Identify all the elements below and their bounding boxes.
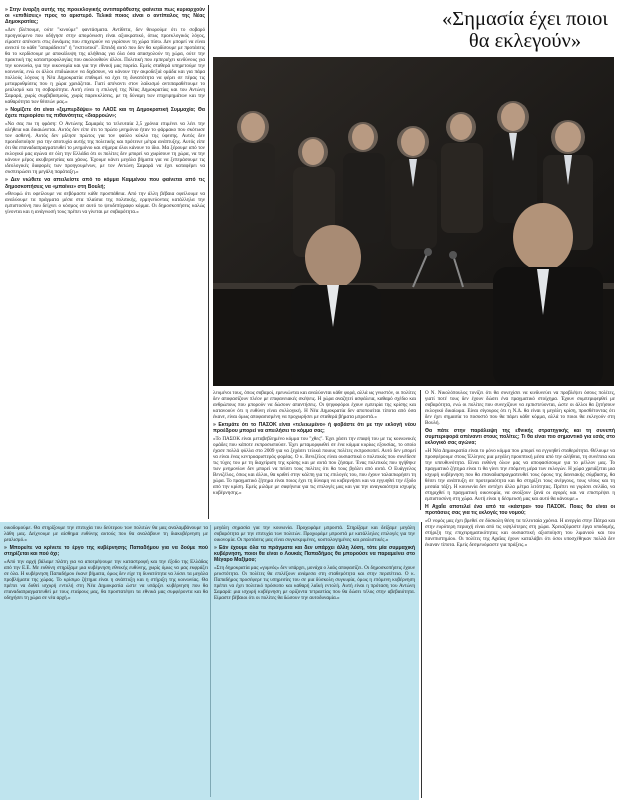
interview-answer: «Από την αρχή βάλαμε πλάτη για να αποτρέψουμε την καταστροφή και την έξοδο της Ελλάδας από την Ε.Ε. Με ευθύνη στηρίξαμε μια κυβέρνηση εθνικής ευθύνης, χωρίς όμως να μας εκφράζει σε όλα. Η κυβέρνηση Παπαδήμου έκανε βήματα, όμως δεν είχε τη δυνατότητα να λύσει τα μεγάλα προβλήματα της χώρας. Το κρίσιμο ζήτημα είναι η ανάπτυξη και η στήριξη της κοινωνίας. Θα πρέπει να δοθεί ισχυρή εντολή στη Νέα Δημοκρατία ώστε να υπάρξει κυβέρνηση που θα επαναδιαπραγματευθεί με τους εταίρους μας, θα προστατέψει τα εθνικά μας συμφέροντα και θα οδηγήσει τη χώρα σε νέα αρχή.» (4, 558, 208, 602)
interview-answer: «Στη δημοκρατία μας «γυμνός» δεν υπάρχει, μονάχα ο λαός αποφασίζει. Οι δημοσκοπήσεις έχουν ρευστότητα. Οι πολίτες θα επιλέξουν ανάμεσα στη σταθερότητα και στην περιπέτεια. Ο κ. Παπαδήμος προσέφερε τις υπηρεσίες του σε μια δύσκολη συγκυρία, όμως η επόμενη κυβέρνηση πρέπει να έχει πολιτικό πρόσωπο και καθαρή λαϊκή εντολή. Αυτή είναι η πρόταση του Αντώνη Σαμαρά: μια ισχυρή κυβέρνηση με ορίζοντα τετραετίας που θα δώσει τέλος στην αβεβαιότητα. Είμαστε βέβαιοι ότι οι πολίτες θα δώσουν την αυτοδυναμία.» (214, 564, 415, 602)
bottom-left-column (4, 525, 208, 797)
interview-answer: Ο Ν. Νικολόπουλος τονίζει ότι θα συνεχίσει να κινδυνεύει να προβλέψει όσους πολίτες, γιατί ποτέ τους δεν έχουν δώσει ένα πραγματικό στοίχημα. Έχουν συμπεριφερθεί με σοβαρότητα, ενώ οι πολίτες που συνεχίζουν να εμπιστεύονται, ώστε οι άλλοι θα ζητήσουν εκλογικό δικαίωμα. Είναι σίγουρος ότι η Ν.Δ. θα είναι η μεγάλη κρίση, προσθέτοντας ότι δεν έχει σημασία το ποσοστό που θα πάρει κάθε κόμμα, αλλά το ποιοι θα εκλεγούν στη Βουλή. (425, 390, 615, 427)
bottom-divider (210, 525, 211, 797)
bottom-middle-column (214, 525, 415, 797)
interview-question: » Εάν έχουμε όλα τα πράγματα και δεν υπάρχει άλλη λύση, τότε μία συμμαχική κυβέρνηση, ποιοι θα είναι ο Λουκάς Παπαδήμος θα μπορούσε να παραμείνει στο Μέγαρο Μαξίμου; (214, 545, 415, 564)
photo-divider (420, 390, 421, 510)
right-column-rule (421, 522, 422, 798)
interview-answer: «Δεν βλέπουμε, ούτε "κινούμε" φαντάσματα. Αντίθετα, δεν θεωρούμε ότι το σοβαρό προηγούμενο που οδήγησε στην απομόνωση είναι αξιοκρατικό, όπως προεκλογικός λόγος, είμαστε απέναντι στις δυνάμεις που επιχειρούν να γυρίσουν τη χώρα πίσω. Δεν μπορεί να είναι ανεκτό το κάθε "απαράδεκτο" ή "εκπτωτικό". Επειδή αυτό που δεν θα κερδίσουμε με προτάσεις θα το κερδίσουμε με αποκάλυψη της αλήθειας για όλα όσα απασχολούν τη χώρα, ούτε την πρακτική της καταστροφολογίας που ακολουθούν άλλοι. Πολιτική που εμπεριέχει κινδύνους για την κοινωνία, για την οικονομία και για την εθνική μας πορεία. Εμείς σταθερά υπηρετούμε την κοινωνία, ενώ οι άλλοι επιδιώκουν να διχάσουν, να κάνουν την ακροδεξιά ομάδα και για πάρα πολλούς λόγους η Νέα Δημοκρατία επιθυμεί να έχει τη δυνατότητα να φέρει σε πέρας τις μεταρρυθμίσεις που η χώρα χρειάζεται. Γιατί απέναντι στον λαϊκισμό αντιπαραθέτουμε το ρεαλισμό και τη σοβαρότητα. Αυτή είναι η επιλογή της Νέας Δημοκρατίας και του Αντώνη Σαμαρά, χωρίς συμβιβασμούς, χωρίς παρεκκλίσεις, με τη δύναμη των επιχειρημάτων και την καθαρότητα των θέσεών μας.» (5, 26, 205, 106)
column-right (425, 390, 615, 798)
interview-question: » Δεν νιώθετε να απειλείστε από το κόμμα Καμμένου που φαίνεται από τις δημοσκοπήσεις να «μπαίνει» στη Βουλή; (5, 177, 205, 190)
interview-question: » Στην έναρξη αυτής της προεκλογικής αντιπαράθεσης φαίνεται πως κυριαρχούν οι «επιθέσεις» προς το αριστερό. Τελικά ποιος είναι ο αντίπαλος της Νέας Δημοκρατίας; (5, 7, 205, 26)
interview-question: » Μπορείτε να κρίνετε το έργο της κυβέρνησης Παπαδήμου για να δούμε πού στηρίζεται και πού όχι; (4, 545, 208, 558)
interview-answer: «Το ΠΑΣΟΚ είναι μεταβεβλημένο κόμμα του "χθες". Έχει χάσει την επαφή του με τις κοινωνικές ομάδες που κάποτε εκπροσωπούσε. Έχει μεταμορφωθεί σε ένα κόμμα κυρίως εξουσίας, το οποίο έχασε πολλά φύλλα στο 2009 για να ξεχάσει τελικά ποιους πολίτες εκπροσωπεί. Αυτό δεν μπορεί να είναι ένας κεντροαριστερός φορέας. Ο κ. Βενιζέλος είναι ουσιαστικά ο πολιτικός που συνέδεσε τις τύχες του με τη διαχείριση της κρίσης και με αυτά που ζήσαμε. Ένας πολιτικός που ηγήθηκε των μνημονίων δεν μπορεί να πείσει τους πολίτες ότι θα τους βγάλει από αυτά. Ο Ευάγγελος Βενιζέλος, όπως και άλλοι, θα κριθεί στην κάλπη για τις επιλογές του, που έχουν ταλαιπωρήσει τη χώρα. Το πραγματικό ζήτημα είναι ποιος έχει τη δύναμη να κυβερνήσει και να εγγυηθεί την έξοδο από την κρίση. Εμείς μιλάμε με σαφήνεια για τις επιλογές μας και για την αναγκαιότητα ισχυρής κυβέρνησης.» (213, 435, 416, 497)
headline: «Σημασία έχει ποιοι θα εκλεγούν» (442, 8, 608, 52)
column-middle (213, 390, 416, 518)
interview-answer: «Η Νέα Δημοκρατία είναι το μόνο κόμμα που μπορεί να εγγυηθεί σταθερότητα. Θέλουμε να προσφέρουμε στους Έλληνες μια μεγάλη προοπτική μέσα από την αλήθεια, τη συνέπεια και την υπευθυνότητα. Είναι ευθύνη όλων μας να αποφασίσουμε για το μέλλον μας. Το πραγματικό ζήτημα είναι τι θα γίνει την επόμενη μέρα των εκλογών. Η χώρα χρειάζεται μια ισχυρή κυβέρνηση που θα επαναδιαπραγματευθεί τους όρους της δανειακής σύμβασης, θα θέσει την ανάπτυξη σε προτεραιότητα και θα στηρίξει τους ανέργους, τους νέους και τη μεσαία τάξη. Η κοινωνία δεν αντέχει άλλα μέτρα λιτότητας. Πρέπει να γυρίσει σελίδα, να στηριχθεί η πραγματική οικονομία, να ανοίξουν ξανά οι αγορές και να επιστρέψει η εμπιστοσύνη στη χώρα. Αυτή είναι η δέσμευσή μας και αυτό θα κάνουμε.» (425, 448, 615, 503)
interview-answer: «Ο νομός μας έχει βρεθεί σε δύσκολη θέση τα τελευταία χρόνια. Η ανεργία στην Πάτρα και στην ευρύτερη περιοχή είναι από τις υψηλότερες στη χώρα. Χρειαζόμαστε έργα υποδομής, στήριξη της επιχειρηματικότητας και ουσιαστική αξιοποίηση του λιμανιού και του πανεπιστημίου. Οι πολίτες της Αχαΐας έχουν καταλάβει ότι όσοι υποσχέθηκαν πολλά δεν έκαναν τίποτα. Εμείς δεσμευόμαστε για πράξεις.» (425, 518, 615, 549)
interview-question: Θα πάτε στην παράλειψη της εθνικής στρατηγικής και τη συνεπή συμπεριφορά απέναντι στους πολίτες; Τι θα είναι πιο σημαντικό για εσάς στο εκλογικό σας αγώνα; (425, 428, 615, 447)
interview-question: » Εκτιμάτε ότι το ΠΑΣΟΚ είναι «τελειωμένο» ή φοβάστε ότι με την εκλογή νέου προέδρου μπορεί να απειλήσει το κόμμα σας; (213, 422, 416, 435)
interview-question: » Νομίζετε ότι είναι «ξεμπερδέψει» το ΛΑΟΣ και τη Δημοκρατική Συμμαχία; Θα έχετε περιορίσει τις πιθανότητες «διαρροών»; (5, 107, 205, 120)
press-conference-photo (213, 57, 614, 386)
column-divider (208, 5, 209, 519)
interview-answer: «Να σας πω τη φράση: Ο Αντώνης Σαμαράς τα τελευταία 2,5 χρόνια επιμένει να λέει την αλήθεια και δικαιώνεται. Αυτός δεν είπε ότι το πρώτο μνημόνιο ήταν το φάρμακο που σκότωσε τον ασθενή. Αυτός δεν μίλησε πρώτος για τον φαύλο κύκλο της ύφεσης. Αυτός δεν προειδοποίησε για την αποτυχία αυτής της πολιτικής και πρότεινε μέτρα ανάπτυξης. Αυτός είπε ότι θα επαναδιαπραγματευθεί το μνημόνιο και σήμερα όλοι κάνουν το ίδιο. Μα ξέρουμε από τον εκλογικό μας αγώνα σε όλη την Ελλάδα ότι οι πολίτες δεν μπορεί να χωρίσουν τη χώρα, να την κάνουν μέρος ακυβερνησίας και χάους. Έχουμε κάνει μεγάλα βήματα για να ξεπεράσουμε τις ιδεολογικές διαφορές των προηγουμένων, με τον Αντώνη Σαμαρά να έχει καταφέρει να συσπειρώσει τη μεγάλη παράταξη.» (5, 121, 205, 176)
column-left (5, 5, 205, 519)
interview-answer: «Θεωρώ ότι οφείλουμε να σεβόμαστε κάθε προσπάθεια. Από την άλλη βέβαια οφείλουμε να αναλύουμε τα πράγματα μέσα στα πλαίσια της πολιτικής, ερμηνεύοντας κατάλληλα την εμπιστοσύνη που δείχνει ο κόσμος σε αυτό το ψευδεπίγραφο κόμμα. Οι δημοσκοπήσεις καλώς γίνονται και η ανάγνωσή τους πρέπει να γίνεται με σοβαρότητα.» (5, 191, 205, 216)
interview-answer: μεγάλη σημασία για την κοινωνία. Προχωράμε μπροστά. Στηρίξαμε και δείξαμε μεγάλη σοβαρότητα με την επιτυχία των πολιτών. Προχωράμε μπροστά με κατάλληλες επιλογές για την οικονομία. Οι προτάσεις μας είναι συγκεκριμένες, κοστολογημένες και ρεαλιστικές.» (214, 525, 415, 544)
interview-answer: οικοδομούμε. Θα στηρίξουμε την επιτυχία του δεύτερου των πολιτών θα μας αναλαμβάνουμε τα λάθη μας. Δείχνουμε με αίσθημα ευθύνης αυτούς που θα αναλάβουν τη διακυβέρνηση με ρεαλισμό.» (4, 525, 208, 544)
interview-question: Η Αχαΐα αποτελεί ένα από τα «κάστρα» του ΠΑΣΟΚ. Ποιες θα είναι οι προτάσεις σας για τις εκλογές του νομού; (425, 504, 615, 517)
interview-answer: λευμένοι τους, όπως σοβαροί, ερευνώνται και αναλύονται κάθε φορά, αλλά ως γνωστόν, οι πολίτες δεν αποφασίζουν πλέον με επιφανειακές σκέψεις. Η χώρα αναζητεί ασφάλεια, καθαρό σχέδιο και ανθρώπους που μπορούν να δώσουν απαντήσεις. Οι ψηφοφόροι έχουν εμπειρία της κρίσης και κατανοούν ότι η ευθύνη είναι συλλογική. Η Νέα Δημοκρατία δεν αποποιείται τίποτα από όσα έκανε, είναι όμως αποφασισμένη να προχωρήσει με σταθερά βήματα μπροστά.» (213, 390, 416, 421)
